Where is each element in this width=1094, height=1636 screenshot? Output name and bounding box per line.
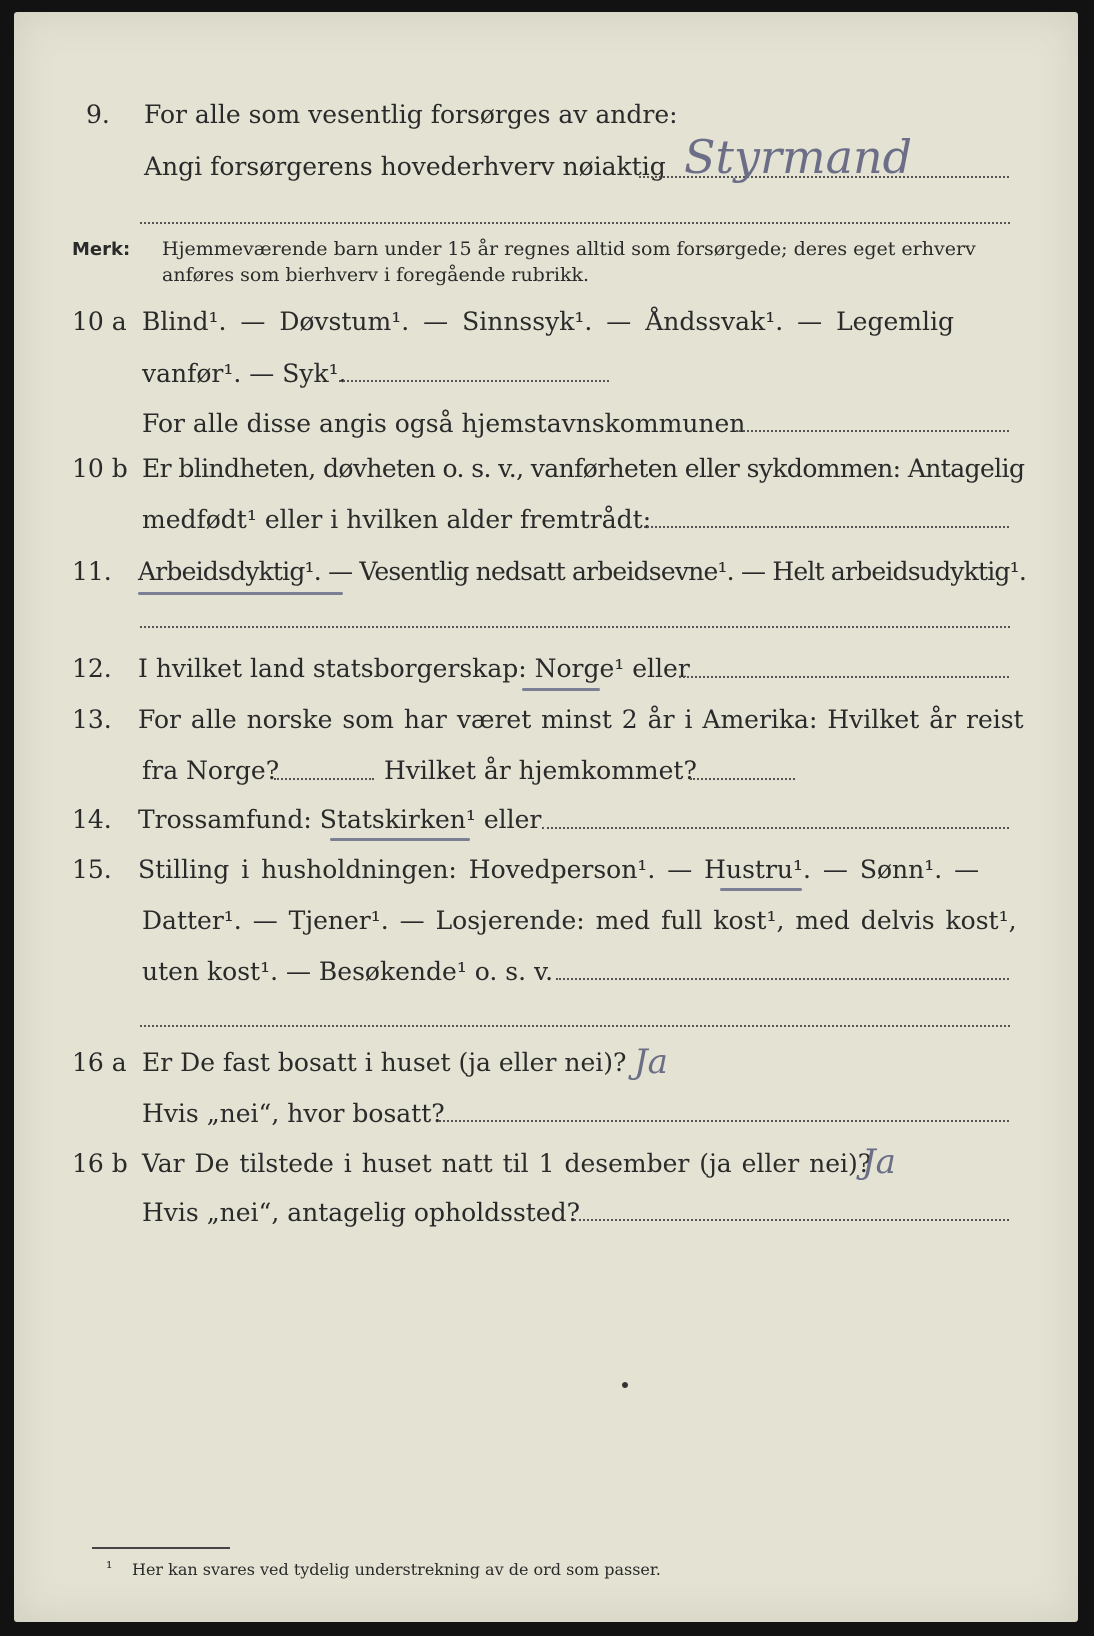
- q10b-number: 10 b: [72, 454, 128, 483]
- q9-line2: Angi forsørgerens hovederhverv nøiaktig: [144, 152, 666, 181]
- q15-number: 15.: [72, 855, 112, 884]
- q10b-line2: medfødt¹ eller i hvilken alder fremtrådt:: [142, 505, 652, 534]
- q10a-line2: vanfør¹. — Syk¹.: [142, 359, 347, 388]
- q9-line1: For alle som vesentlig forsørges av andre:: [144, 100, 678, 129]
- q15-line1: Stilling i husholdningen: Hovedperson¹. — Hustru¹. — Sønn¹. —: [138, 855, 980, 884]
- q16a-dots: [439, 1120, 1009, 1122]
- q9-extra-line: [140, 222, 1010, 224]
- q12-number: 12.: [72, 654, 112, 683]
- q9-number: 9.: [86, 100, 110, 129]
- q13-number: 13.: [72, 705, 112, 734]
- footnote-rule: [92, 1547, 230, 1549]
- q10b-dots: [644, 526, 1009, 528]
- q16a-answer-handwriting: Ja: [634, 1042, 668, 1082]
- q15-line2: Datter¹. — Tjener¹. — Losjerende: med full kost¹, med delvis kost¹,: [142, 906, 1017, 935]
- q15-line3: uten kost¹. — Besøkende¹ o. s. v.: [142, 957, 554, 986]
- q16b-line1: Var De tilstede i huset natt til 1 desember (ja eller nei)?: [142, 1149, 872, 1178]
- q16b-answer-handwriting: Ja: [862, 1142, 896, 1182]
- q13-dots-b: [690, 778, 795, 780]
- q15-dots: [556, 978, 1009, 980]
- q16b-number: 16 b: [72, 1149, 128, 1178]
- q11-number: 11.: [72, 557, 112, 586]
- merk-line1: Hjemmeværende barn under 15 år regnes alltid som forsørgede; deres eget erhverv: [162, 238, 976, 260]
- merk-line2: anføres som bierhverv i foregående rubrikk.: [162, 264, 590, 286]
- q16a-line2: Hvis „nei“, hvor bosatt?: [142, 1099, 445, 1128]
- q10a-line2-dots: [339, 380, 609, 382]
- q10a-line1: Blind¹. — Døvstum¹. — Sinnssyk¹. — Åndssvak¹. — Legemlig: [142, 307, 954, 336]
- q9-answer-handwriting: Styrmand: [684, 130, 913, 184]
- census-form-page: [14, 12, 1078, 1622]
- q12-dots: [679, 676, 1009, 678]
- q12-underline-mark: [522, 688, 600, 691]
- q11-underline-mark: [138, 592, 343, 595]
- merk-label: Merk:: [72, 239, 131, 260]
- q14-dots: [542, 827, 1009, 829]
- q12-line1: I hvilket land statsborgerskap: Norge¹ eller: [138, 654, 690, 683]
- footnote-text: Her kan svares ved tydelig understrekning av de ord som passer.: [132, 1560, 661, 1579]
- footnote-mark: ¹: [106, 1558, 113, 1577]
- q16b-dots: [574, 1219, 1009, 1221]
- q13-line2b: Hvilket år hjemkommet?: [384, 756, 697, 785]
- q10b-line1: Er blindheten, døvheten o. s. v., vanførheten eller sykdommen: Antagelig: [142, 454, 1025, 483]
- q16a-number: 16 a: [72, 1048, 127, 1077]
- q10a-number: 10 a: [72, 307, 127, 336]
- q13-line2a: fra Norge?: [142, 756, 280, 785]
- q16a-line1: Er De fast bosatt i huset (ja eller nei)?: [142, 1048, 627, 1077]
- q14-number: 14.: [72, 805, 112, 834]
- paper-speck: [622, 1382, 628, 1388]
- q16b-line2: Hvis „nei“, antagelig opholdssted?: [142, 1198, 581, 1227]
- q14-line1: Trossamfund: Statskirken¹ eller: [138, 805, 542, 834]
- q15-extra-line: [140, 1025, 1010, 1027]
- q14-underline-mark: [330, 838, 470, 841]
- q11-extra-line: [140, 626, 1010, 628]
- q10a-line3: For alle disse angis også hjemstavnskommunen: [142, 409, 746, 438]
- q13-dots-a: [274, 778, 374, 780]
- q10a-line3-dots: [736, 430, 1009, 432]
- q13-line1: For alle norske som har været minst 2 år i Amerika: Hvilket år reist: [138, 705, 1024, 734]
- q11-line1: Arbeidsdyktig¹. — Vesentlig nedsatt arbeidsevne¹. — Helt arbeidsudyktig¹.: [138, 557, 1026, 586]
- q15-underline-mark: [720, 888, 802, 891]
